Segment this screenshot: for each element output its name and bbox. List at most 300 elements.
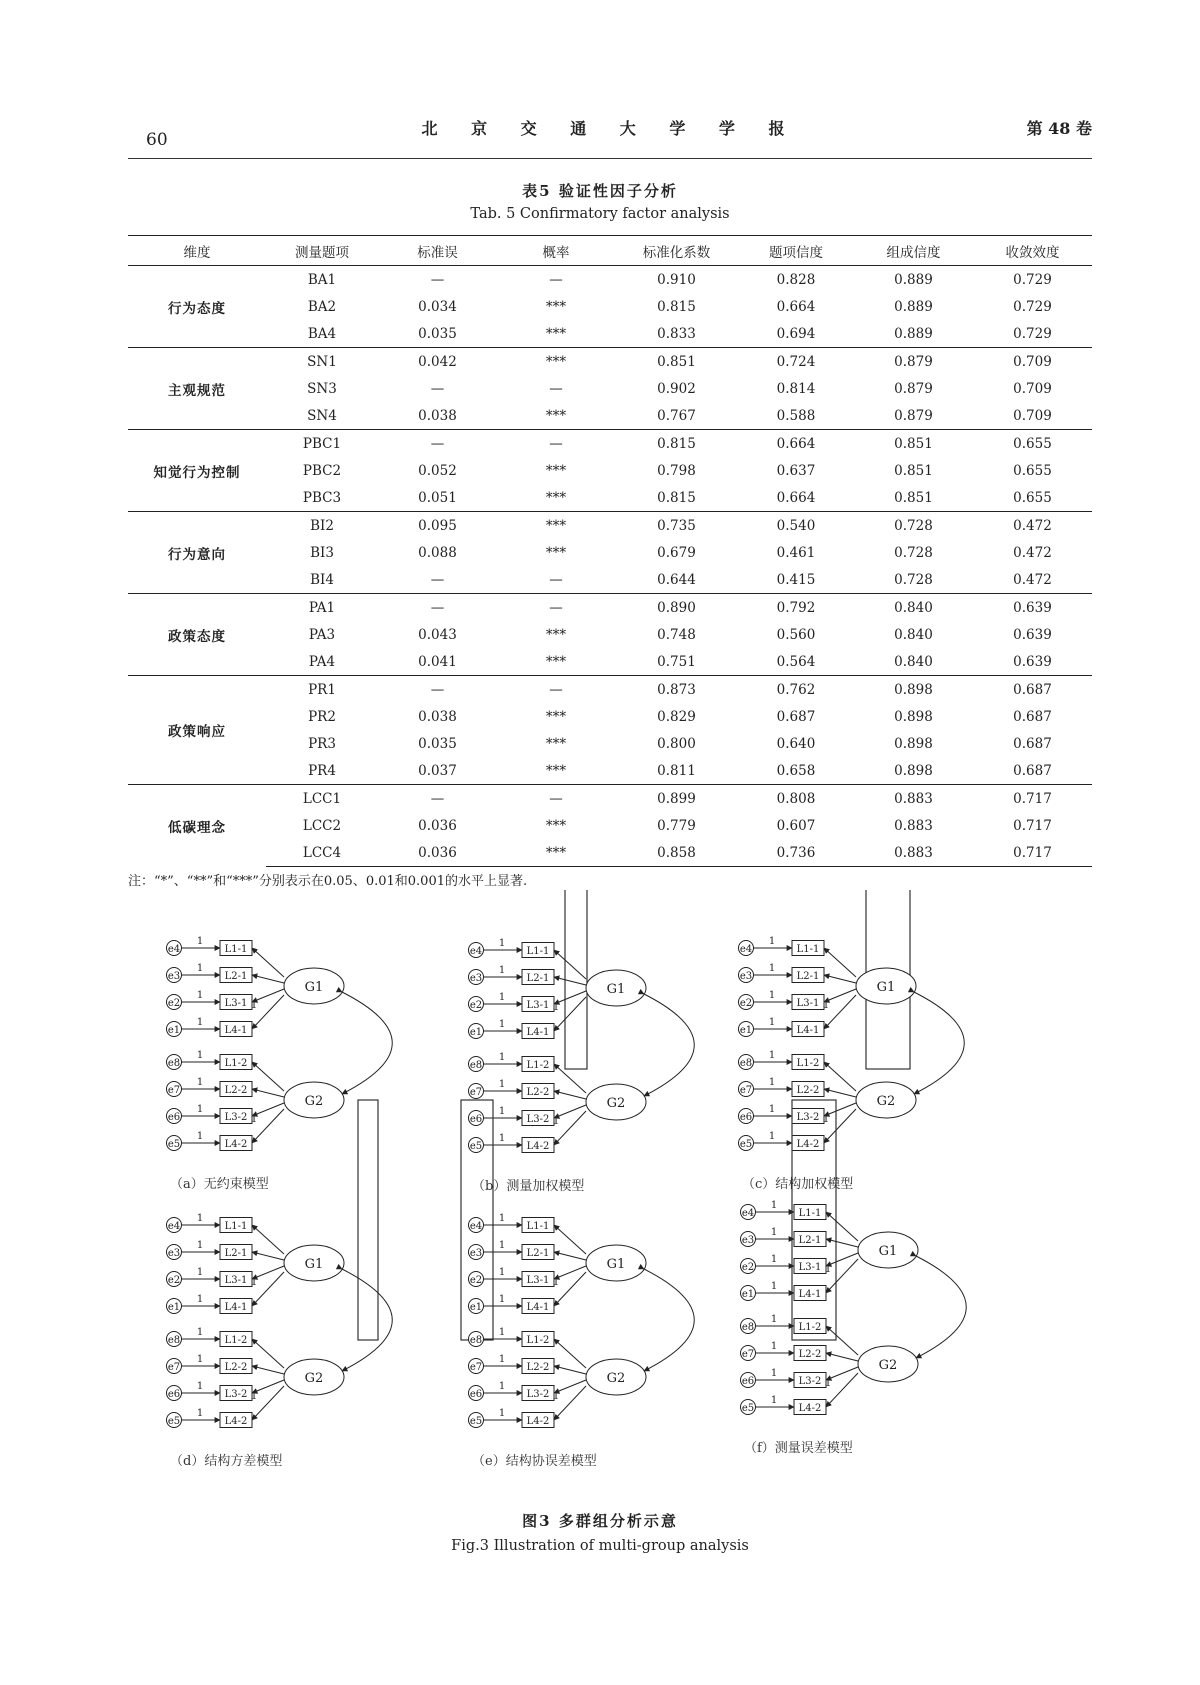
table-row bbox=[128, 375, 1092, 402]
loading-path bbox=[252, 1366, 284, 1374]
table-row bbox=[128, 320, 1092, 348]
table-cell: — bbox=[378, 430, 497, 458]
table-cell: 0.639 bbox=[973, 594, 1092, 622]
table-cell: *** bbox=[497, 839, 615, 867]
table-cell: 0.717 bbox=[1013, 817, 1052, 834]
loading-path bbox=[252, 1252, 284, 1260]
table-cell: BA1 bbox=[266, 266, 378, 294]
table-cell: — bbox=[378, 785, 497, 813]
table-cell: 0.808 bbox=[738, 785, 854, 813]
error-label: e6 bbox=[741, 1376, 755, 1387]
loading-path bbox=[824, 1062, 856, 1091]
path-weight-label: 1 bbox=[770, 1314, 778, 1325]
indicator-label: L1-1 bbox=[526, 946, 550, 957]
indicator-label: L1-2 bbox=[798, 1322, 822, 1333]
error-label: e1 bbox=[739, 1025, 753, 1036]
indicator-label: L4-2 bbox=[526, 1141, 550, 1152]
table-cell: 0.728 bbox=[894, 571, 933, 588]
path-weight-label: 1 bbox=[498, 1133, 506, 1144]
table-cell: 0.034 bbox=[418, 298, 457, 315]
table-cell: 0.035 bbox=[418, 325, 457, 342]
table-cell: 0.694 bbox=[776, 325, 816, 342]
table-cell: 0.811 bbox=[657, 762, 696, 779]
table-cell: 0.792 bbox=[738, 594, 854, 622]
path-weight-label: 1 bbox=[196, 1381, 204, 1392]
error-label: e8 bbox=[739, 1058, 753, 1069]
loading-path bbox=[252, 1225, 284, 1254]
table-cell: *** bbox=[545, 462, 567, 479]
path-weight-label: 1 bbox=[498, 1213, 506, 1224]
error-label: e5 bbox=[469, 1141, 483, 1152]
error-label: e1 bbox=[167, 1302, 181, 1313]
table-cell: 0.540 bbox=[738, 512, 854, 540]
path-weight-label: 1 bbox=[770, 1341, 778, 1352]
loading-path bbox=[554, 1064, 586, 1093]
loading-path bbox=[824, 1089, 856, 1097]
constraint-box bbox=[565, 890, 587, 1069]
table-cell: *** bbox=[545, 407, 567, 424]
error-label: e3 bbox=[739, 971, 753, 982]
loading-path bbox=[554, 1091, 586, 1099]
table-cell: 0.840 bbox=[894, 653, 933, 670]
table-cell: 0.736 bbox=[738, 839, 854, 867]
error-label: e2 bbox=[741, 1262, 755, 1273]
dimension-cell: 主观规范 bbox=[128, 348, 266, 430]
path-weight-label: 1 bbox=[770, 1395, 778, 1406]
table-cell: LCC1 bbox=[266, 785, 378, 813]
loading-path bbox=[252, 1339, 284, 1368]
column-header: 概率 bbox=[497, 236, 615, 266]
figure-title-cn: 图3 多群组分析示意 bbox=[522, 1512, 678, 1530]
table-row bbox=[128, 348, 1092, 376]
indicator-label: L4-1 bbox=[796, 1025, 820, 1036]
table-cell: 0.902 bbox=[657, 380, 696, 397]
table-cell: 0.709 bbox=[973, 348, 1092, 376]
table-cell: 0.639 bbox=[1013, 626, 1052, 643]
table-cell: 0.815 bbox=[615, 430, 738, 458]
table-cell: 0.798 bbox=[657, 462, 696, 479]
dimension-cell: 政策响应 bbox=[128, 676, 266, 785]
table-cell: *** bbox=[545, 762, 567, 779]
loading-path bbox=[252, 948, 284, 977]
indicator-label: L4-2 bbox=[798, 1403, 822, 1414]
loading-weight-label: 1 bbox=[552, 1391, 560, 1402]
table-cell: 0.883 bbox=[854, 785, 973, 813]
path-weight-label: 1 bbox=[770, 1281, 778, 1292]
error-label: e7 bbox=[739, 1085, 753, 1096]
path-weight-label: 1 bbox=[196, 1017, 204, 1028]
path-weight-label: 1 bbox=[768, 1131, 776, 1142]
loading-path bbox=[824, 975, 856, 983]
error-label: e1 bbox=[469, 1027, 483, 1038]
table-cell: PR1 bbox=[266, 676, 378, 704]
panel-caption: （f）测量误差模型 bbox=[744, 1441, 853, 1456]
covariance-arc bbox=[916, 1256, 966, 1358]
table-cell: 0.472 bbox=[1013, 544, 1052, 561]
table-cell: — bbox=[549, 571, 563, 588]
table-cell: 0.687 bbox=[776, 708, 816, 725]
table-cell: 0.036 bbox=[378, 839, 497, 867]
constraint-box bbox=[358, 1100, 378, 1340]
table-cell: 0.607 bbox=[776, 817, 816, 834]
table-cell: PR4 bbox=[308, 762, 336, 779]
table-cell: 0.879 bbox=[854, 348, 973, 376]
loading-path bbox=[826, 1212, 858, 1241]
error-label: e3 bbox=[469, 1248, 483, 1259]
path-weight-label: 1 bbox=[770, 1200, 778, 1211]
path-weight-label: 1 bbox=[196, 1408, 204, 1419]
table-cell: 0.687 bbox=[1013, 762, 1052, 779]
dimension-cell: 行为意向 bbox=[128, 512, 266, 594]
table-cell: 0.728 bbox=[854, 512, 973, 540]
indicator-label: L3-2 bbox=[796, 1112, 820, 1123]
indicator-label: L4-2 bbox=[224, 1416, 248, 1427]
table-cell: BI2 bbox=[266, 512, 378, 540]
error-label: e6 bbox=[167, 1112, 181, 1123]
error-label: e7 bbox=[469, 1362, 483, 1373]
error-label: e5 bbox=[741, 1403, 755, 1414]
loading-path bbox=[554, 1225, 586, 1254]
loading-weight-label: 1 bbox=[250, 1277, 258, 1288]
column-header: 维度 bbox=[128, 236, 266, 266]
table-row bbox=[128, 457, 1092, 484]
table-cell: 0.879 bbox=[894, 407, 933, 424]
indicator-label: L4-1 bbox=[526, 1027, 550, 1038]
panel-caption: （e）结构协误差模型 bbox=[472, 1454, 597, 1469]
error-label: e8 bbox=[469, 1335, 483, 1346]
table-cell: — bbox=[497, 785, 615, 813]
path-weight-label: 1 bbox=[196, 1050, 204, 1061]
table-cell: 0.873 bbox=[615, 676, 738, 704]
diagram-panel bbox=[741, 1100, 967, 1456]
volume-label: 第 48 卷 bbox=[1026, 119, 1092, 138]
error-label: e6 bbox=[739, 1112, 753, 1123]
table-cell: BI3 bbox=[310, 544, 334, 561]
error-label: e2 bbox=[469, 1275, 483, 1286]
loading-path bbox=[554, 1252, 586, 1260]
indicator-label: L3-2 bbox=[526, 1389, 550, 1400]
table-cell: 0.833 bbox=[657, 325, 696, 342]
table-cell: SN1 bbox=[266, 348, 378, 376]
error-label: e5 bbox=[167, 1416, 181, 1427]
journal-title: 北 京 交 通 大 学 学 报 bbox=[421, 119, 799, 138]
table-cell: — bbox=[497, 266, 615, 294]
table-cell: 0.472 bbox=[1013, 571, 1052, 588]
table-cell: PA3 bbox=[308, 626, 336, 643]
error-label: e1 bbox=[741, 1289, 755, 1300]
table-cell: 0.748 bbox=[657, 626, 696, 643]
table-row bbox=[128, 594, 1092, 622]
table-cell: PBC3 bbox=[302, 489, 342, 506]
indicator-label: L3-1 bbox=[796, 998, 820, 1009]
table-cell: — bbox=[430, 380, 445, 397]
loading-weight-label: 1 bbox=[824, 1378, 832, 1389]
table-body bbox=[128, 266, 1092, 867]
loading-path bbox=[252, 975, 284, 983]
path-weight-label: 1 bbox=[196, 963, 204, 974]
error-label: e1 bbox=[469, 1302, 483, 1313]
page-number: 60 bbox=[146, 130, 168, 150]
path-weight-label: 1 bbox=[196, 1267, 204, 1278]
table-row bbox=[128, 676, 1092, 704]
cfa-table bbox=[128, 235, 1092, 867]
table-cell: 0.415 bbox=[776, 571, 816, 588]
error-label: e5 bbox=[739, 1139, 753, 1150]
table-row bbox=[128, 293, 1092, 320]
column-header: 题项信度 bbox=[738, 236, 854, 266]
diagram-panel bbox=[167, 1100, 393, 1469]
table-cell: 0.828 bbox=[738, 266, 854, 294]
loading-path bbox=[826, 1239, 858, 1247]
error-label: e4 bbox=[469, 1221, 483, 1232]
error-label: e3 bbox=[167, 971, 181, 982]
loading-weight-label: 1 bbox=[250, 1114, 258, 1125]
table-cell: 0.840 bbox=[854, 594, 973, 622]
table-row bbox=[128, 839, 1092, 867]
indicator-label: L1-2 bbox=[224, 1335, 248, 1346]
table-cell: 0.687 bbox=[973, 676, 1092, 704]
table-cell: 0.762 bbox=[738, 676, 854, 704]
table-cell: 0.655 bbox=[973, 430, 1092, 458]
table-cell: 0.851 bbox=[854, 430, 973, 458]
error-label: e2 bbox=[469, 1000, 483, 1011]
indicator-label: L1-2 bbox=[224, 1058, 248, 1069]
table-row bbox=[128, 512, 1092, 540]
indicator-label: L4-1 bbox=[224, 1302, 248, 1313]
indicator-label: L4-1 bbox=[526, 1302, 550, 1313]
table-cell: *** bbox=[497, 348, 615, 376]
path-weight-label: 1 bbox=[770, 1227, 778, 1238]
error-label: e5 bbox=[167, 1139, 181, 1150]
table-cell: 0.898 bbox=[894, 762, 933, 779]
latent-label: G2 bbox=[304, 1094, 324, 1109]
error-label: e7 bbox=[469, 1087, 483, 1098]
table-cell: 0.639 bbox=[1013, 653, 1052, 670]
loading-path bbox=[252, 1062, 284, 1091]
table-cell: PBC2 bbox=[302, 462, 342, 479]
page-header bbox=[128, 108, 1092, 159]
indicator-label: L2-2 bbox=[526, 1087, 550, 1098]
path-weight-label: 1 bbox=[196, 990, 204, 1001]
loading-weight-label: 1 bbox=[822, 1000, 830, 1011]
table-row bbox=[128, 266, 1092, 294]
table-cell: 0.036 bbox=[418, 817, 457, 834]
table-cell: 0.042 bbox=[378, 348, 497, 376]
path-weight-label: 1 bbox=[498, 938, 506, 949]
path-weight-label: 1 bbox=[498, 1354, 506, 1365]
column-header: 收敛效度 bbox=[973, 236, 1092, 266]
path-weight-label: 1 bbox=[196, 1294, 204, 1305]
error-label: e6 bbox=[469, 1114, 483, 1125]
table-cell: *** bbox=[545, 489, 567, 506]
path-weight-label: 1 bbox=[770, 1254, 778, 1265]
table-cell: PR3 bbox=[308, 735, 336, 752]
table-cell: 0.814 bbox=[776, 380, 816, 397]
indicator-label: L3-2 bbox=[224, 1389, 248, 1400]
table-header-row bbox=[128, 236, 1092, 266]
table-cell: LCC2 bbox=[302, 817, 342, 834]
table-cell: SN4 bbox=[307, 407, 337, 424]
table-cell: 0.658 bbox=[776, 762, 816, 779]
latent-label: G1 bbox=[876, 980, 896, 995]
table-cell: 0.035 bbox=[418, 735, 457, 752]
error-label: e8 bbox=[167, 1335, 181, 1346]
loading-path bbox=[554, 950, 586, 979]
panel-caption: （d）结构方差模型 bbox=[170, 1454, 283, 1469]
table-cell: PA4 bbox=[308, 653, 336, 670]
table-cell: 0.588 bbox=[776, 407, 816, 424]
error-label: e6 bbox=[167, 1389, 181, 1400]
table-cell: BA2 bbox=[307, 298, 337, 315]
table-cell: 0.767 bbox=[657, 407, 696, 424]
indicator-label: L3-1 bbox=[526, 1000, 550, 1011]
error-label: e4 bbox=[741, 1208, 755, 1219]
error-label: e3 bbox=[167, 1248, 181, 1259]
dimension-cell: 知觉行为控制 bbox=[128, 430, 266, 512]
indicator-label: L1-1 bbox=[798, 1208, 822, 1219]
path-weight-label: 1 bbox=[768, 1017, 776, 1028]
error-label: e4 bbox=[739, 944, 753, 955]
table-cell: 0.898 bbox=[894, 735, 933, 752]
table-cell: — bbox=[378, 266, 497, 294]
indicator-label: L4-2 bbox=[224, 1139, 248, 1150]
table-note: 注：“*”、“**”和“***”分别表示在0.05、0.01和0.001的水平上显著. bbox=[128, 874, 528, 889]
path-weight-label: 1 bbox=[768, 1077, 776, 1088]
multi-group-figure bbox=[0, 890, 1200, 1530]
table-row bbox=[128, 402, 1092, 430]
path-weight-label: 1 bbox=[498, 1327, 506, 1338]
latent-label: G2 bbox=[876, 1094, 896, 1109]
latent-label: G1 bbox=[606, 1257, 626, 1272]
table-cell: — bbox=[378, 676, 497, 704]
table-cell: 0.095 bbox=[378, 512, 497, 540]
error-label: e2 bbox=[167, 1275, 181, 1286]
table-cell: — bbox=[549, 380, 563, 397]
path-weight-label: 1 bbox=[498, 1052, 506, 1063]
table-row bbox=[128, 539, 1092, 566]
indicator-label: L3-2 bbox=[526, 1114, 550, 1125]
table-cell: 0.041 bbox=[418, 653, 457, 670]
table-cell: 0.883 bbox=[854, 839, 973, 867]
loading-path bbox=[824, 948, 856, 977]
table-cell: 0.889 bbox=[854, 266, 973, 294]
loading-weight-label: 1 bbox=[250, 1000, 258, 1011]
table-cell: 0.664 bbox=[776, 298, 816, 315]
table-cell: — bbox=[497, 430, 615, 458]
loading-path bbox=[252, 1089, 284, 1097]
table-cell: 0.883 bbox=[894, 817, 933, 834]
path-weight-label: 1 bbox=[498, 965, 506, 976]
error-label: e7 bbox=[167, 1362, 181, 1373]
table-row bbox=[128, 430, 1092, 458]
table-cell: 0.655 bbox=[1013, 489, 1052, 506]
path-weight-label: 1 bbox=[768, 1104, 776, 1115]
table-cell: 0.729 bbox=[1013, 298, 1052, 315]
path-weight-label: 1 bbox=[768, 1050, 776, 1061]
indicator-label: L2-1 bbox=[224, 971, 248, 982]
table-cell: 0.560 bbox=[776, 626, 816, 643]
loading-path bbox=[554, 1339, 586, 1368]
indicator-label: L2-2 bbox=[224, 1362, 248, 1373]
table-cell: 0.724 bbox=[738, 348, 854, 376]
table-row bbox=[128, 566, 1092, 594]
indicator-label: L1-1 bbox=[224, 944, 248, 955]
indicator-label: L4-2 bbox=[526, 1416, 550, 1427]
path-weight-label: 1 bbox=[770, 1368, 778, 1379]
table-cell: PBC1 bbox=[266, 430, 378, 458]
path-weight-label: 1 bbox=[498, 1240, 506, 1251]
figure-title-en: Fig.3 Illustration of multi-group analysis bbox=[451, 1538, 749, 1554]
table-cell: 0.038 bbox=[418, 407, 457, 424]
table-cell: 0.687 bbox=[1013, 735, 1052, 752]
indicator-label: L3-1 bbox=[526, 1275, 550, 1286]
table-row bbox=[128, 757, 1092, 785]
table-cell: 0.851 bbox=[894, 489, 933, 506]
panel-caption: （a）无约束模型 bbox=[170, 1177, 269, 1192]
loading-weight-label: 1 bbox=[250, 1391, 258, 1402]
loading-weight-label: 1 bbox=[822, 1114, 830, 1125]
indicator-label: L1-1 bbox=[796, 944, 820, 955]
table-cell: LCC4 bbox=[266, 839, 378, 867]
table-cell: — bbox=[378, 594, 497, 622]
path-weight-label: 1 bbox=[196, 1354, 204, 1365]
indicator-label: L2-1 bbox=[798, 1235, 822, 1246]
column-header: 组成信度 bbox=[854, 236, 973, 266]
table-cell: *** bbox=[497, 512, 615, 540]
table-cell: 0.890 bbox=[615, 594, 738, 622]
indicator-label: L3-2 bbox=[224, 1112, 248, 1123]
latent-label: G1 bbox=[304, 980, 324, 995]
column-header: 测量题项 bbox=[266, 236, 378, 266]
table-cell: PR2 bbox=[308, 708, 336, 725]
table-cell: 0.851 bbox=[615, 348, 738, 376]
table-cell: 0.717 bbox=[973, 785, 1092, 813]
error-label: e4 bbox=[167, 944, 181, 955]
covariance-arc bbox=[914, 992, 964, 1094]
table-cell: 0.655 bbox=[1013, 462, 1052, 479]
path-weight-label: 1 bbox=[196, 1327, 204, 1338]
indicator-label: L2-2 bbox=[798, 1349, 822, 1360]
error-label: e6 bbox=[469, 1389, 483, 1400]
error-label: e3 bbox=[741, 1235, 755, 1246]
table-cell: 0.729 bbox=[973, 266, 1092, 294]
table-row bbox=[128, 484, 1092, 512]
covariance-arc bbox=[644, 994, 694, 1096]
table-cell: *** bbox=[545, 735, 567, 752]
indicator-label: L1-2 bbox=[526, 1335, 550, 1346]
loading-weight-label: 1 bbox=[552, 1116, 560, 1127]
path-weight-label: 1 bbox=[196, 1240, 204, 1251]
table-cell: 0.644 bbox=[657, 571, 696, 588]
path-weight-label: 1 bbox=[498, 1408, 506, 1419]
table-cell: 0.637 bbox=[776, 462, 816, 479]
table-cell: 0.051 bbox=[418, 489, 457, 506]
latent-label: G1 bbox=[878, 1244, 898, 1259]
loading-weight-label: 1 bbox=[552, 1277, 560, 1288]
indicator-label: L1-2 bbox=[526, 1060, 550, 1071]
table-cell: BI4 bbox=[310, 571, 334, 588]
indicator-label: L2-2 bbox=[796, 1085, 820, 1096]
error-label: e8 bbox=[167, 1058, 181, 1069]
table-cell: *** bbox=[545, 544, 567, 561]
latent-label: G2 bbox=[606, 1096, 626, 1111]
table-cell: — bbox=[497, 676, 615, 704]
indicator-label: L1-2 bbox=[796, 1058, 820, 1069]
dimension-cell: 低碳理念 bbox=[128, 785, 266, 867]
loading-path bbox=[554, 977, 586, 985]
table-cell: PA1 bbox=[266, 594, 378, 622]
table-cell: 0.664 bbox=[738, 430, 854, 458]
